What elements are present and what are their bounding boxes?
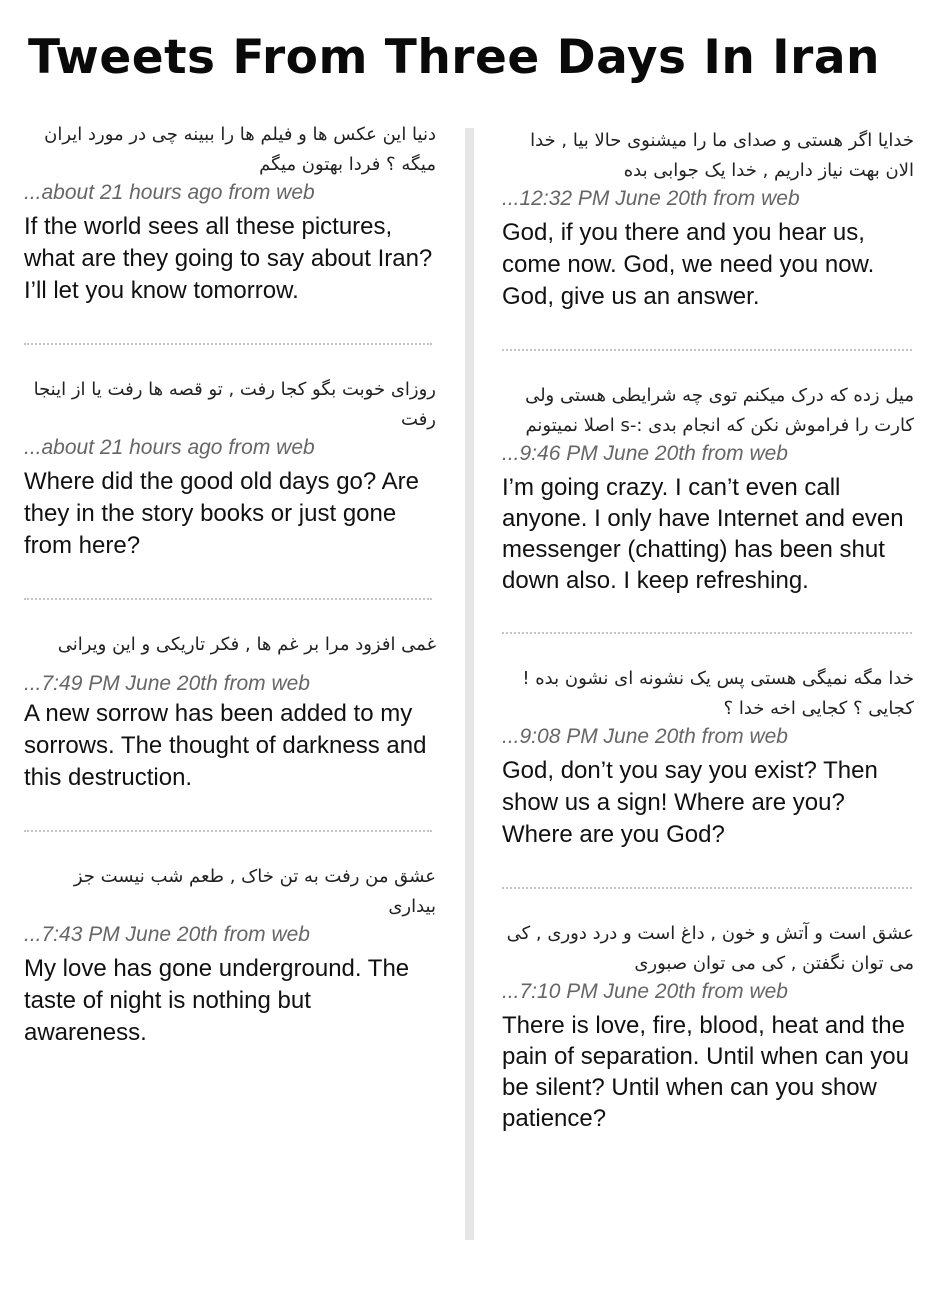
tweet-translation: There is love, fire, blood, heat and the pain of separation. Until when can you be silent? Until when can you show patience? bbox=[502, 1012, 909, 1132]
tweet-translation: A new sorrow has been added to my sorrows. The thought of darkness and this destruction. bbox=[24, 700, 427, 791]
tweet-persian-text: عشق من رفت به تن خاک , طعم شب نیست جز بیداری bbox=[73, 866, 436, 917]
tweet bbox=[24, 862, 436, 1049]
tweet-translation: God, if you there and you hear us, come now. God, we need you now. God, give us an answer. bbox=[502, 219, 875, 310]
tweet-timestamp: ...12:32 PM June 20th from web bbox=[502, 187, 800, 210]
tweet-translation: I’m going crazy. I can’t even call anyone. I only have Internet and even messenger (chatting) has been shut down also. I keep refreshing. bbox=[502, 474, 904, 594]
tweet-separator bbox=[502, 349, 912, 351]
tweet bbox=[24, 630, 436, 794]
tweet-persian-text: غمی افزود مرا بر غم ها , فکر تاریکی و این ویرانی bbox=[57, 634, 436, 655]
tweet-translation: God, don’t you say you exist? Then show us a sign! Where are you? Where are you God? bbox=[502, 757, 878, 848]
tweet-timestamp: ...7:49 PM June 20th from web bbox=[24, 672, 310, 695]
tweet-separator bbox=[24, 343, 432, 345]
page-title: Tweets From Three Days In Iran bbox=[28, 30, 881, 85]
tweet-persian-text: دنیا این عکس ها و فیلم ها را ببینه چی در مورد ایران میگه ؟ فردا بهتون میگم bbox=[44, 124, 436, 175]
tweet bbox=[502, 664, 914, 851]
tweet-persian-text: عشق است و آتش و خون , داغ است و درد دوری , کی می توان نگفتن , کی می توان صبوری bbox=[506, 923, 914, 974]
tweet-separator bbox=[24, 830, 432, 832]
tweet-separator bbox=[502, 887, 912, 889]
tweet-timestamp: ...about 21 hours ago from web bbox=[24, 181, 315, 204]
tweet-separator bbox=[502, 632, 912, 634]
tweet-separator bbox=[24, 598, 432, 600]
tweet bbox=[502, 381, 914, 596]
tweet-timestamp: ...7:43 PM June 20th from web bbox=[24, 923, 310, 946]
tweet-timestamp: ...9:46 PM June 20th from web bbox=[502, 442, 788, 465]
tweet-timestamp: ...9:08 PM June 20th from web bbox=[502, 725, 788, 748]
tweet-timestamp: ...7:10 PM June 20th from web bbox=[502, 980, 788, 1003]
tweet-persian-text: میل زده که درک میکنم توی چه شرایطی هستی ولی کارت را فراموش نکن که انجام بدی :-s اصلا نمیتونم bbox=[525, 385, 914, 436]
tweet-persian-text: روزای خوبت بگو کجا رفت , تو قصه ها رفت یا از اینجا رفت bbox=[33, 379, 436, 430]
tweet-persian-text: خدایا اگر هستی و صدای ما را میشنوی حالا بیا , خدا الان بهت نیاز داریم , خدا یک جوابی بده bbox=[530, 130, 914, 181]
tweet-persian-text: خدا مگه نمیگی هستی پس یک نشونه ای نشون بده ! کجایی ؟ کجایی اخه خدا ؟ bbox=[522, 668, 914, 719]
tweet bbox=[502, 126, 914, 313]
tweet-translation: My love has gone underground. The taste of night is nothing but awareness. bbox=[24, 955, 410, 1046]
column-divider bbox=[465, 128, 474, 1240]
tweet bbox=[502, 919, 914, 1134]
tweet-translation: Where did the good old days go? Are they in the story books or just gone from here? bbox=[24, 468, 419, 559]
tweet bbox=[24, 375, 436, 562]
tweet-translation: If the world sees all these pictures, what are they going to say about Iran? I’ll let you know tomorrow. bbox=[24, 213, 433, 304]
tweet-timestamp: ...about 21 hours ago from web bbox=[24, 436, 315, 459]
tweet bbox=[24, 120, 436, 307]
left-column bbox=[24, 120, 436, 1049]
right-column bbox=[502, 126, 914, 1134]
